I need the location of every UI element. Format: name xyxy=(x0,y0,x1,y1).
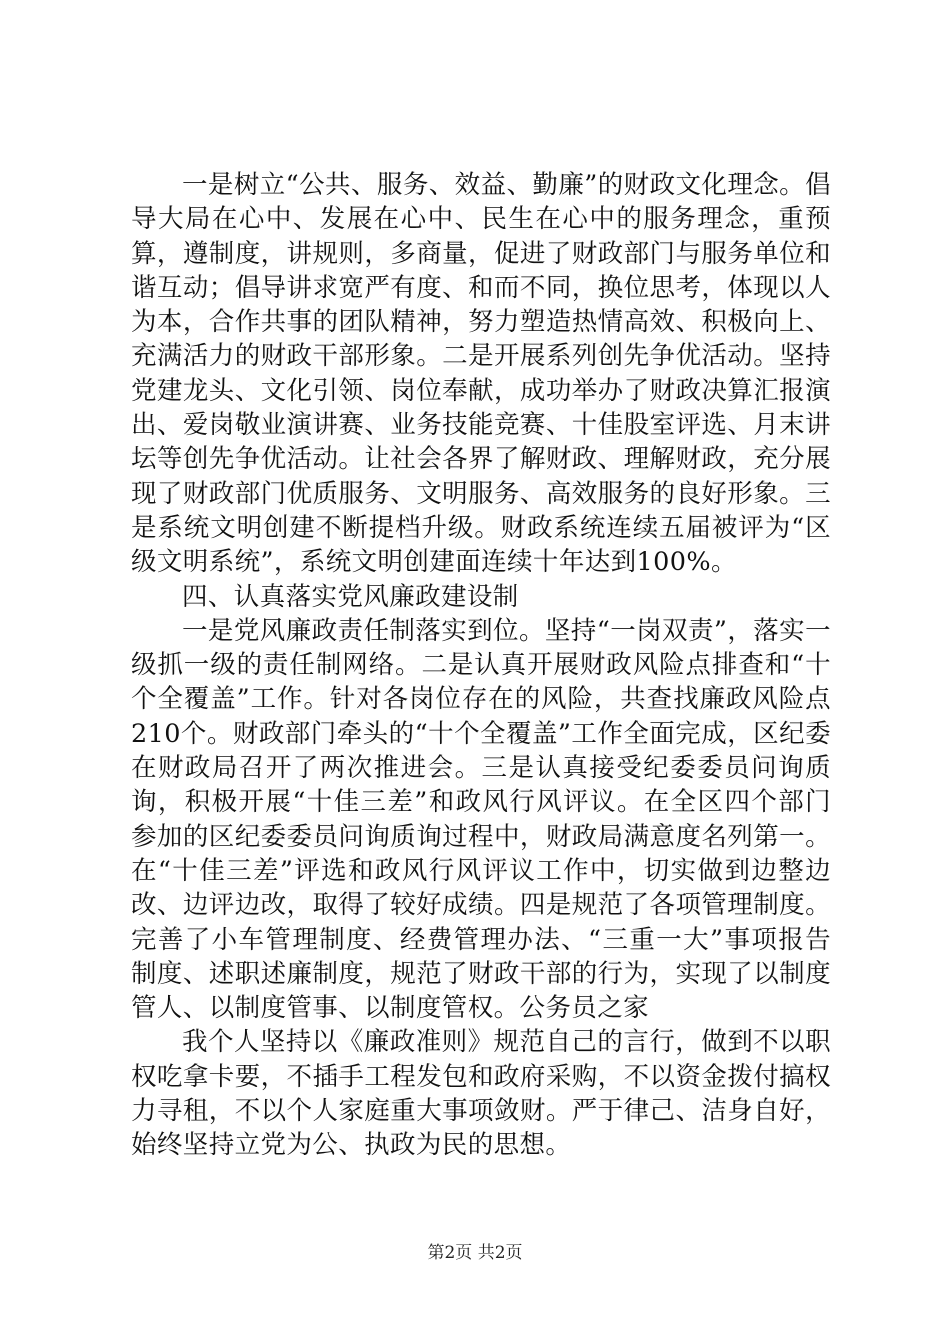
paragraph-culture: 一是树立“公共、服务、效益、勤廉”的财政文化理念。倡导大局在心中、发展在心中、民生在心中的服务理念，重预算，遵制度，讲规则，多商量，促进了财政部门与服务单位和谐互动；倡导讲求宽严有度、和而不同，换位思考，体现以人为本，合作共事的团队精神，努力塑造热情高效、积极向上、充满活力的财政干部形象。二是开展系列创先争优活动。坚持党建龙头、文化引领、岗位奉献，成功举办了财政决算汇报演出、爱岗敬业演讲赛、业务技能竞赛、十佳股室评选、月末讲坛等创先争优活动。让社会各界了解财政、理解财政，充分展现了财政部门优质服务、文明服务、高效服务的良好形象。三是系统文明创建不断提档升级。财政系统连续五届被评为“区级文明系统”，系统文明创建面连续十年达到100%。 xyxy=(131,170,831,578)
document-body xyxy=(131,168,831,1163)
page-number: 第2页 共2页 xyxy=(427,1243,523,1263)
paragraph-personal: 我个人坚持以《廉政准则》规范自己的言行，做到不以职权吃拿卡要，不插手工程发包和政府采购，不以资金拨付搞权力寻租，不以个人家庭重大事项敛财。严于律己、洁身自好，始终坚持立党为公、执政为民的思想。 xyxy=(131,1027,831,1161)
paragraph-integrity: 一是党风廉政责任制落实到位。坚持“一岗双责”，落实一级抓一级的责任制网络。二是认真开展财政风险点排查和“十个全覆盖”工作。针对各岗位存在的风险，共查找廉政风险点210个。财政部门牵头的“十个全覆盖”工作全面完成，区纪委在财政局召开了两次推进会。三是认真接受纪委委员问询质询，积极开展“十佳三差”和政风行风评议。在全区四个部门参加的区纪委委员问询质询过程中，财政局满意度名列第一。在“十佳三差”评选和政风行风评议工作中，切实做到边整边改、边评边改，取得了较好成绩。四是规范了各项管理制度。完善了小车管理制度、经费管理办法、“三重一大”事项报告制度、述职述廉制度，规范了财政干部的行为，实现了以制度管人、以制度管事、以制度管权。公务员之家 xyxy=(131,615,831,1024)
section-heading: 四、认真落实党风廉政建设制 xyxy=(182,581,519,612)
page-footer xyxy=(0,1242,950,1264)
